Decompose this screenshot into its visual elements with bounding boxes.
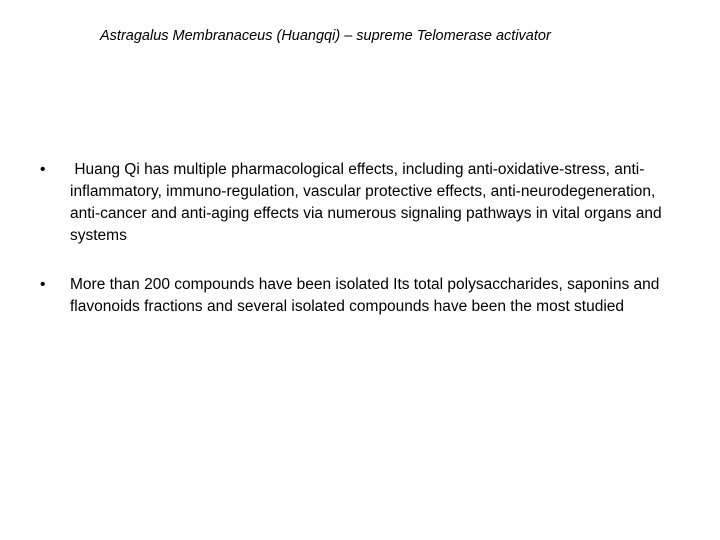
bullet-list [40,159,680,345]
bullet-text: Huang Qi has multiple pharmacological effects, including anti-oxidative-stress, anti-inflammatory, immuno-regulation, vascular protective effects, anti-neurodegeneration, anti-cancer and anti-aging effects via numerous signaling pathways in vital organs and systems [70,161,666,244]
bullet-text: More than 200 compounds have been isolated Its total polysaccharides, saponins and flavonoids fractions and several isolated compounds have been the most studied [70,276,660,315]
bullet-item-pharmacological-effects [40,159,680,247]
bullet-item-compounds [40,274,680,318]
slide-title: Astragalus Membranaceus (Huangqi) – supreme Telomerase activator [100,28,551,44]
bullet-icon: • [40,276,46,293]
bullet-icon: • [40,161,46,178]
